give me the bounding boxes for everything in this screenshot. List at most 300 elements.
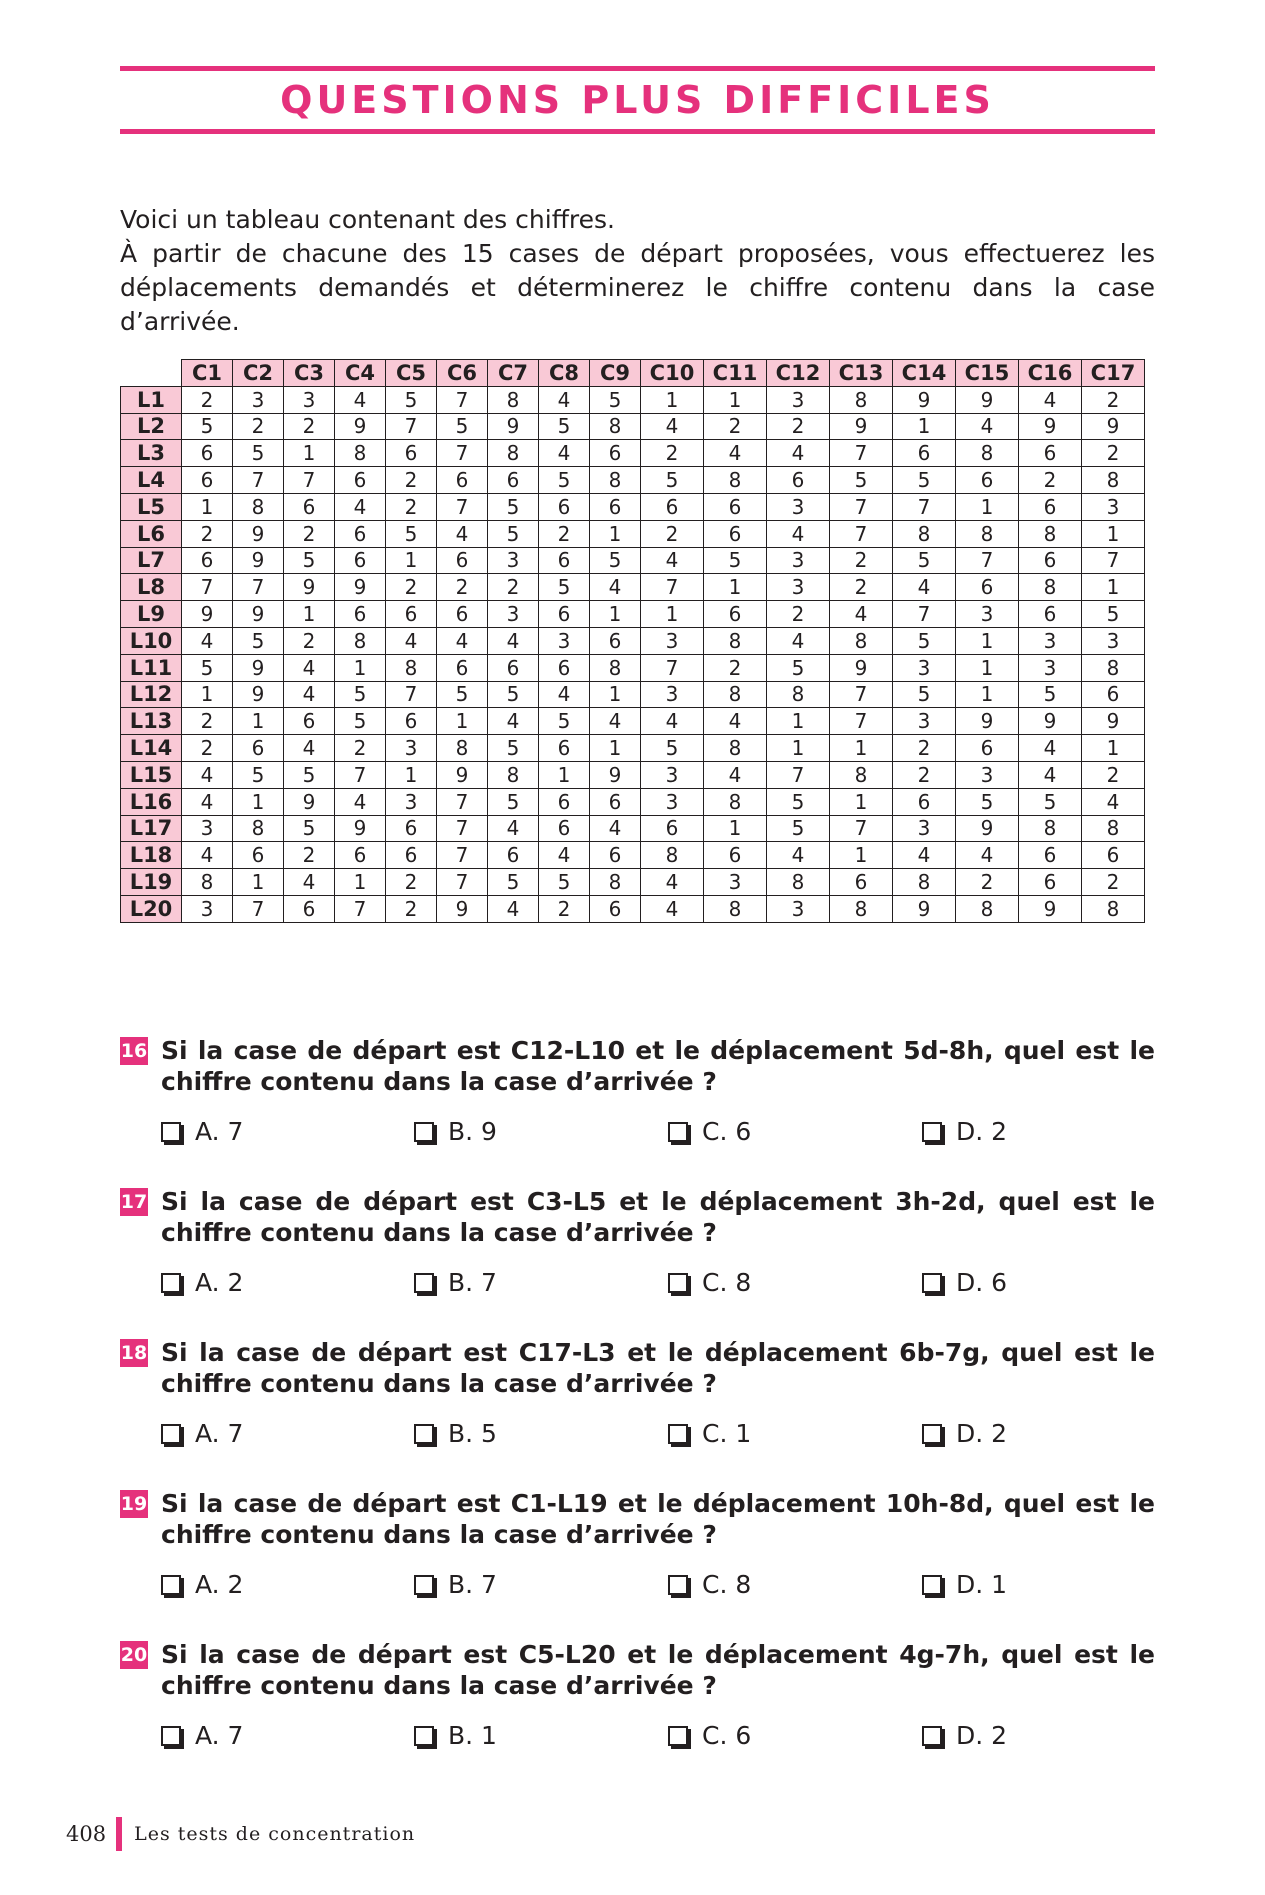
grid-cell: 4	[893, 574, 956, 601]
grid-cell: 7	[335, 895, 386, 922]
grid-cell: 1	[1082, 735, 1145, 762]
grid-cell: 7	[233, 467, 284, 494]
grid-cell: 5	[284, 761, 335, 788]
checkbox-icon[interactable]	[414, 1424, 434, 1444]
column-header: C1	[182, 360, 233, 387]
grid-cell: 4	[590, 815, 641, 842]
grid-cell: 6	[335, 601, 386, 628]
grid-row	[121, 413, 1145, 440]
grid-cell: 1	[893, 413, 956, 440]
grid-cell: 5	[590, 386, 641, 413]
grid-cell: 6	[1082, 842, 1145, 869]
grid-cell: 4	[767, 842, 830, 869]
grid-cell: 5	[893, 627, 956, 654]
grid-cell: 3	[767, 386, 830, 413]
grid-cell: 6	[335, 520, 386, 547]
grid-cell: 2	[830, 547, 893, 574]
checkbox-icon[interactable]	[161, 1726, 181, 1746]
grid-cell: 9	[284, 574, 335, 601]
grid-cell: 5	[335, 708, 386, 735]
grid-cell: 6	[233, 735, 284, 762]
grid-cell: 2	[893, 761, 956, 788]
grid-cell: 9	[437, 895, 488, 922]
grid-cell: 6	[1082, 681, 1145, 708]
checkbox-icon[interactable]	[161, 1273, 181, 1293]
answer-option-label: A. 2	[195, 1570, 244, 1599]
grid-cell: 7	[830, 681, 893, 708]
grid-cell: 8	[1082, 815, 1145, 842]
grid-cell: 6	[335, 842, 386, 869]
grid-cell: 6	[539, 735, 590, 762]
grid-cell: 8	[1082, 895, 1145, 922]
grid-cell: 3	[767, 574, 830, 601]
grid-cell: 4	[488, 708, 539, 735]
row-header: L20	[121, 895, 182, 922]
answer-option[interactable]	[161, 1117, 243, 1146]
grid-cell: 6	[386, 815, 437, 842]
answer-option-label: D. 1	[956, 1570, 1008, 1599]
grid-cell: 4	[284, 654, 335, 681]
checkbox-icon[interactable]	[922, 1122, 942, 1142]
row-header: L9	[121, 601, 182, 628]
question-text: Si la case de départ est C5-L20 et le déplacement 4g-7h, quel est le chiffre contenu dans la case d’arrivée ?	[161, 1640, 1155, 1700]
grid-corner	[121, 360, 182, 387]
grid-row	[121, 708, 1145, 735]
answer-option[interactable]	[668, 1570, 751, 1599]
grid-cell: 4	[335, 493, 386, 520]
grid-cell: 4	[641, 547, 704, 574]
grid-cell: 6	[767, 467, 830, 494]
question-number-badge: 16	[120, 1037, 148, 1065]
grid-cell: 9	[437, 761, 488, 788]
grid-cell: 4	[641, 895, 704, 922]
answer-option[interactable]	[414, 1570, 497, 1599]
checkbox-icon[interactable]	[668, 1726, 688, 1746]
grid-cell: 5	[893, 681, 956, 708]
grid-cell: 4	[893, 842, 956, 869]
answer-option-label: C. 6	[702, 1117, 752, 1146]
row-header: L4	[121, 467, 182, 494]
grid-cell: 2	[386, 869, 437, 896]
grid-cell: 9	[233, 520, 284, 547]
row-header: L13	[121, 708, 182, 735]
grid-cell: 1	[641, 386, 704, 413]
grid-row	[121, 601, 1145, 628]
grid-cell: 4	[437, 627, 488, 654]
grid-cell: 3	[641, 681, 704, 708]
grid-cell: 1	[182, 681, 233, 708]
column-header: C17	[1082, 360, 1145, 387]
grid-cell: 1	[233, 869, 284, 896]
grid-cell: 2	[284, 520, 335, 547]
grid-cell: 8	[590, 467, 641, 494]
checkbox-icon[interactable]	[922, 1726, 942, 1746]
grid-cell: 8	[830, 627, 893, 654]
grid-cell: 3	[1082, 627, 1145, 654]
row-header: L12	[121, 681, 182, 708]
intro-line-2: À partir de chacune des 15 cases de départ proposées, vous effectuerez les déplacements demandés et déterminerez le chiffre contenu dans la case d’arrivée.	[120, 239, 1155, 336]
question-text: Si la case de départ est C12-L10 et le déplacement 5d-8h, quel est le chiffre contenu dans la case d’arrivée ?	[161, 1036, 1155, 1096]
grid-cell: 5	[1019, 681, 1082, 708]
question-number-badge: 19	[120, 1490, 148, 1518]
grid-cell: 1	[590, 681, 641, 708]
grid-cell: 2	[956, 869, 1019, 896]
grid-cell: 6	[704, 842, 767, 869]
row-header: L19	[121, 869, 182, 896]
grid-cell: 1	[233, 788, 284, 815]
answer-option[interactable]	[922, 1419, 1007, 1448]
grid-cell: 8	[893, 520, 956, 547]
grid-cell: 1	[641, 601, 704, 628]
grid-cell: 6	[488, 842, 539, 869]
grid-cell: 8	[488, 440, 539, 467]
grid-cell: 8	[233, 493, 284, 520]
grid-cell: 7	[386, 681, 437, 708]
number-grid	[120, 359, 1145, 923]
grid-cell: 5	[1082, 601, 1145, 628]
grid-cell: 8	[590, 654, 641, 681]
grid-cell: 6	[893, 788, 956, 815]
grid-cell: 2	[182, 520, 233, 547]
grid-cell: 3	[767, 547, 830, 574]
question-number-badge: 18	[120, 1339, 148, 1367]
grid-cell: 7	[335, 761, 386, 788]
grid-cell: 8	[956, 895, 1019, 922]
answer-option[interactable]	[668, 1268, 751, 1297]
grid-cell: 1	[233, 708, 284, 735]
grid-cell: 9	[233, 601, 284, 628]
grid-cell: 8	[830, 386, 893, 413]
grid-cell: 3	[1019, 654, 1082, 681]
grid-cell: 4	[488, 627, 539, 654]
grid-cell: 2	[233, 413, 284, 440]
column-header: C16	[1019, 360, 1082, 387]
grid-cell: 5	[437, 681, 488, 708]
grid-cell: 5	[182, 413, 233, 440]
grid-cell: 8	[182, 869, 233, 896]
grid-cell: 9	[1019, 895, 1082, 922]
answer-option[interactable]	[668, 1117, 751, 1146]
grid-cell: 2	[893, 735, 956, 762]
grid-cell: 6	[590, 842, 641, 869]
grid-cell: 8	[704, 681, 767, 708]
grid-cell: 6	[539, 547, 590, 574]
answer-option[interactable]	[668, 1721, 751, 1750]
grid-cell: 9	[956, 386, 1019, 413]
grid-cell: 7	[641, 654, 704, 681]
grid-cell: 1	[284, 601, 335, 628]
grid-cell: 2	[284, 842, 335, 869]
grid-cell: 1	[335, 869, 386, 896]
grid-cell: 5	[539, 574, 590, 601]
checkbox-icon[interactable]	[414, 1273, 434, 1293]
grid-cell: 2	[767, 413, 830, 440]
grid-cell: 2	[704, 413, 767, 440]
grid-cell: 3	[488, 547, 539, 574]
grid-cell: 7	[437, 869, 488, 896]
grid-cell: 8	[704, 895, 767, 922]
answer-option-label: B. 7	[448, 1268, 497, 1297]
column-header: C11	[704, 360, 767, 387]
grid-cell: 5	[893, 467, 956, 494]
answer-option[interactable]	[161, 1570, 243, 1599]
grid-cell: 4	[704, 708, 767, 735]
answer-option-label: C. 6	[702, 1721, 752, 1750]
answer-option[interactable]	[414, 1721, 497, 1750]
grid-cell: 5	[767, 815, 830, 842]
grid-cell: 6	[590, 627, 641, 654]
grid-cell: 4	[641, 708, 704, 735]
column-header: C6	[437, 360, 488, 387]
grid-cell: 7	[437, 788, 488, 815]
grid-cell: 9	[182, 601, 233, 628]
grid-cell: 6	[539, 654, 590, 681]
answer-option[interactable]	[161, 1268, 243, 1297]
grid-cell: 6	[488, 654, 539, 681]
grid-cell: 4	[488, 895, 539, 922]
grid-cell: 1	[956, 681, 1019, 708]
answer-options	[161, 1268, 1155, 1302]
grid-cell: 2	[1082, 386, 1145, 413]
answer-options	[161, 1419, 1155, 1453]
answer-option-label: C. 8	[702, 1570, 752, 1599]
grid-cell: 6	[437, 467, 488, 494]
row-header: L16	[121, 788, 182, 815]
checkbox-icon[interactable]	[668, 1575, 688, 1595]
answer-options	[161, 1117, 1155, 1151]
grid-cell: 4	[284, 735, 335, 762]
grid-body	[121, 386, 1145, 922]
question-item	[120, 1186, 1155, 1337]
grid-cell: 3	[1019, 627, 1082, 654]
grid-cell: 3	[284, 386, 335, 413]
checkbox-icon[interactable]	[922, 1424, 942, 1444]
grid-cell: 7	[233, 895, 284, 922]
grid-cell: 9	[893, 895, 956, 922]
question-item	[120, 1035, 1155, 1186]
column-header: C2	[233, 360, 284, 387]
question-text: Si la case de départ est C17-L3 et le déplacement 6b-7g, quel est le chiffre contenu dans la case d’arrivée ?	[161, 1338, 1155, 1398]
grid-cell: 6	[1019, 440, 1082, 467]
grid-cell: 2	[767, 601, 830, 628]
grid-cell: 4	[1019, 735, 1082, 762]
grid-cell: 3	[182, 895, 233, 922]
grid-cell: 9	[233, 681, 284, 708]
grid-cell: 8	[704, 788, 767, 815]
answer-option[interactable]	[414, 1268, 497, 1297]
grid-cell: 3	[182, 815, 233, 842]
grid-cell: 9	[233, 654, 284, 681]
grid-row	[121, 869, 1145, 896]
row-header: L14	[121, 735, 182, 762]
grid-cell: 2	[539, 895, 590, 922]
grid-cell: 8	[1019, 815, 1082, 842]
grid-cell: 4	[284, 681, 335, 708]
grid-row	[121, 681, 1145, 708]
grid-cell: 3	[704, 869, 767, 896]
grid-cell: 4	[488, 815, 539, 842]
grid-cell: 7	[1082, 547, 1145, 574]
grid-cell: 7	[830, 493, 893, 520]
column-header: C12	[767, 360, 830, 387]
answer-option-label: D. 2	[956, 1419, 1008, 1448]
grid-cell: 6	[386, 842, 437, 869]
column-header: C3	[284, 360, 335, 387]
grid-cell: 7	[437, 386, 488, 413]
checkbox-icon[interactable]	[922, 1273, 942, 1293]
section-banner	[120, 66, 1155, 134]
grid-cell: 1	[386, 547, 437, 574]
grid-cell: 8	[704, 735, 767, 762]
grid-cell: 4	[182, 788, 233, 815]
checkbox-icon[interactable]	[922, 1575, 942, 1595]
checkbox-icon[interactable]	[668, 1424, 688, 1444]
grid-cell: 1	[437, 708, 488, 735]
grid-cell: 6	[893, 440, 956, 467]
grid-cell: 8	[488, 386, 539, 413]
grid-cell: 3	[641, 627, 704, 654]
checkbox-icon[interactable]	[668, 1273, 688, 1293]
grid-cell: 6	[539, 788, 590, 815]
answer-option[interactable]	[922, 1268, 1007, 1297]
answer-option[interactable]	[922, 1721, 1007, 1750]
answer-options	[161, 1721, 1155, 1755]
grid-cell: 2	[488, 574, 539, 601]
row-header: L8	[121, 574, 182, 601]
grid-cell: 4	[182, 761, 233, 788]
grid-cell: 1	[386, 761, 437, 788]
answer-option-label: B. 1	[448, 1721, 497, 1750]
grid-cell: 2	[182, 735, 233, 762]
checkbox-icon[interactable]	[161, 1424, 181, 1444]
grid-cell: 6	[182, 547, 233, 574]
grid-cell: 5	[488, 520, 539, 547]
grid-cell: 4	[1019, 761, 1082, 788]
grid-cell: 4	[386, 627, 437, 654]
grid-cell: 5	[233, 440, 284, 467]
grid-cell: 8	[437, 735, 488, 762]
grid-cell: 8	[830, 895, 893, 922]
grid-cell: 2	[335, 735, 386, 762]
answer-option[interactable]	[161, 1721, 243, 1750]
answer-option[interactable]	[922, 1570, 1007, 1599]
grid-cell: 3	[386, 788, 437, 815]
grid-cell: 1	[1082, 574, 1145, 601]
grid-cell: 4	[767, 520, 830, 547]
grid-cell: 5	[284, 547, 335, 574]
grid-cell: 1	[704, 574, 767, 601]
grid-cell: 1	[830, 842, 893, 869]
row-header: L5	[121, 493, 182, 520]
grid-cell: 5	[233, 627, 284, 654]
answer-option[interactable]	[922, 1117, 1007, 1146]
grid-cell: 2	[1082, 761, 1145, 788]
question-item	[120, 1639, 1155, 1790]
checkbox-icon[interactable]	[161, 1575, 181, 1595]
grid-cell: 9	[1082, 708, 1145, 735]
grid-cell: 6	[437, 601, 488, 628]
grid-cell: 6	[1019, 547, 1082, 574]
grid-cell: 5	[182, 654, 233, 681]
grid-cell: 9	[335, 815, 386, 842]
checkbox-icon[interactable]	[414, 1122, 434, 1142]
grid-cell: 6	[284, 708, 335, 735]
grid-cell: 7	[437, 842, 488, 869]
checkbox-icon[interactable]	[161, 1122, 181, 1142]
grid-cell: 5	[539, 708, 590, 735]
grid-cell: 1	[539, 761, 590, 788]
grid-cell: 6	[335, 547, 386, 574]
grid-cell: 4	[539, 842, 590, 869]
answer-option[interactable]	[668, 1419, 751, 1448]
grid-cell: 3	[767, 493, 830, 520]
question-number-badge: 20	[120, 1641, 148, 1669]
grid-cell: 9	[590, 761, 641, 788]
grid-cell: 9	[830, 654, 893, 681]
grid-cell: 8	[233, 815, 284, 842]
grid-cell: 8	[386, 654, 437, 681]
grid-cell: 8	[335, 440, 386, 467]
answer-option[interactable]	[414, 1419, 497, 1448]
grid-cell: 6	[182, 440, 233, 467]
grid-cell: 6	[284, 493, 335, 520]
grid-cell: 5	[767, 654, 830, 681]
grid-cell: 6	[233, 842, 284, 869]
grid-cell: 3	[956, 601, 1019, 628]
book-title: Les tests de concentration	[134, 1823, 416, 1845]
grid-cell: 8	[956, 440, 1019, 467]
grid-cell: 4	[284, 869, 335, 896]
row-header: L3	[121, 440, 182, 467]
grid-cell: 8	[1082, 467, 1145, 494]
grid-cell: 4	[641, 413, 704, 440]
grid-cell: 5	[641, 735, 704, 762]
grid-cell: 5	[641, 467, 704, 494]
grid-cell: 5	[893, 547, 956, 574]
answer-option[interactable]	[161, 1419, 243, 1448]
grid-cell: 6	[704, 601, 767, 628]
grid-cell: 8	[641, 842, 704, 869]
grid-cell: 4	[704, 440, 767, 467]
grid-cell: 2	[182, 386, 233, 413]
checkbox-icon[interactable]	[414, 1575, 434, 1595]
grid-cell: 8	[956, 520, 1019, 547]
checkbox-icon[interactable]	[668, 1122, 688, 1142]
row-header: L1	[121, 386, 182, 413]
answer-option[interactable]	[414, 1117, 497, 1146]
grid-cell: 3	[539, 627, 590, 654]
grid-cell: 7	[830, 815, 893, 842]
grid-cell: 5	[386, 386, 437, 413]
question-item	[120, 1488, 1155, 1639]
grid-cell: 8	[335, 627, 386, 654]
answer-option-label: A. 7	[195, 1117, 244, 1146]
grid-cell: 4	[539, 386, 590, 413]
grid-cell: 1	[704, 386, 767, 413]
grid-cell: 2	[641, 440, 704, 467]
checkbox-icon[interactable]	[414, 1726, 434, 1746]
column-header: C4	[335, 360, 386, 387]
grid-cell: 3	[641, 761, 704, 788]
grid-cell: 1	[956, 654, 1019, 681]
answer-option-label: A. 7	[195, 1721, 244, 1750]
grid-cell: 9	[284, 788, 335, 815]
grid-cell: 6	[1019, 869, 1082, 896]
grid-cell: 6	[704, 520, 767, 547]
grid-cell: 6	[956, 735, 1019, 762]
grid-cell: 6	[590, 788, 641, 815]
grid-cell: 6	[641, 493, 704, 520]
